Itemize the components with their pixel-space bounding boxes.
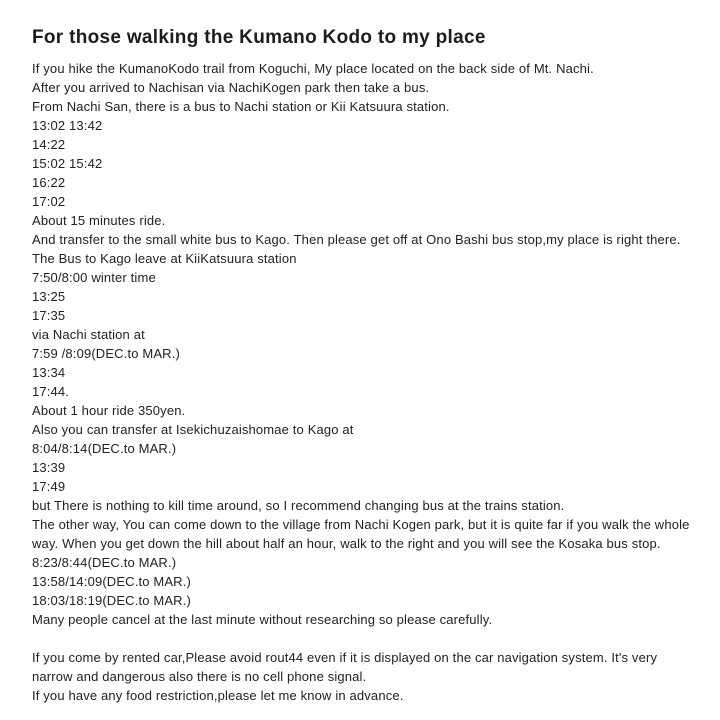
text-line: Many people cancel at the last minute without researching so please carefully. bbox=[32, 612, 493, 627]
text-line: narrow and dangerous also there is no cell phone signal. bbox=[32, 669, 367, 684]
text-line: 14:22 bbox=[32, 137, 66, 152]
text-line: About 1 hour ride 350yen. bbox=[32, 403, 186, 418]
text-line: 17:02 bbox=[32, 194, 66, 209]
text-line: 18:03/18:19(DEC.to MAR.) bbox=[32, 593, 191, 608]
text-line: 13:02 13:42 bbox=[32, 118, 103, 133]
walking-directions-section bbox=[32, 59, 692, 629]
text-line: via Nachi station at bbox=[32, 327, 145, 342]
text-line: Also you can transfer at Isekichuzaishomae to Kago at bbox=[32, 422, 354, 437]
car-and-food-note-section bbox=[32, 648, 692, 705]
text-line: 13:58/14:09(DEC.to MAR.) bbox=[32, 574, 191, 589]
text-line: 13:25 bbox=[32, 289, 66, 304]
text-line: 8:04/8:14(DEC.to MAR.) bbox=[32, 441, 177, 456]
text-line: If you come by rented car,Please avoid rout44 even if it is displayed on the car navigation system. It's very bbox=[32, 650, 658, 665]
text-line: And transfer to the small white bus to Kago. Then please get off at Ono Bashi bus stop,my place is right there. bbox=[32, 232, 681, 247]
text-line: 7:59 /8:09(DEC.to MAR.) bbox=[32, 346, 180, 361]
text-line: way. When you get down the hill about half an hour, walk to the right and you will see the Kosaka bus stop. bbox=[32, 536, 661, 551]
text-line: 15:02 15:42 bbox=[32, 156, 103, 171]
text-line: If you have any food restriction,please let me know in advance. bbox=[32, 688, 404, 703]
text-line: but There is nothing to kill time around, so I recommend changing bus at the trains station. bbox=[32, 498, 565, 513]
paragraph-spacer bbox=[32, 629, 692, 648]
text-line: From Nachi San, there is a bus to Nachi station or Kii Katsuura station. bbox=[32, 99, 450, 114]
text-line: 17:44. bbox=[32, 384, 70, 399]
text-line: 17:49 bbox=[32, 479, 66, 494]
page-title: For those walking the Kumano Kodo to my place bbox=[32, 27, 486, 48]
text-line: 7:50/8:00 winter time bbox=[32, 270, 156, 285]
text-line: 8:23/8:44(DEC.to MAR.) bbox=[32, 555, 177, 570]
text-line: About 15 minutes ride. bbox=[32, 213, 166, 228]
text-line: The other way, You can come down to the village from Nachi Kogen park, but it is quite far if you walk the whole bbox=[32, 517, 690, 532]
text-line: 13:39 bbox=[32, 460, 66, 475]
text-line: The Bus to Kago leave at KiiKatsuura station bbox=[32, 251, 297, 266]
text-line: 13:34 bbox=[32, 365, 66, 380]
text-line: 17:35 bbox=[32, 308, 66, 323]
text-line: After you arrived to Nachisan via NachiKogen park then take a bus. bbox=[32, 80, 430, 95]
text-line: 16:22 bbox=[32, 175, 66, 190]
text-line: If you hike the KumanoKodo trail from Koguchi, My place located on the back side of Mt. Nachi. bbox=[32, 61, 594, 76]
